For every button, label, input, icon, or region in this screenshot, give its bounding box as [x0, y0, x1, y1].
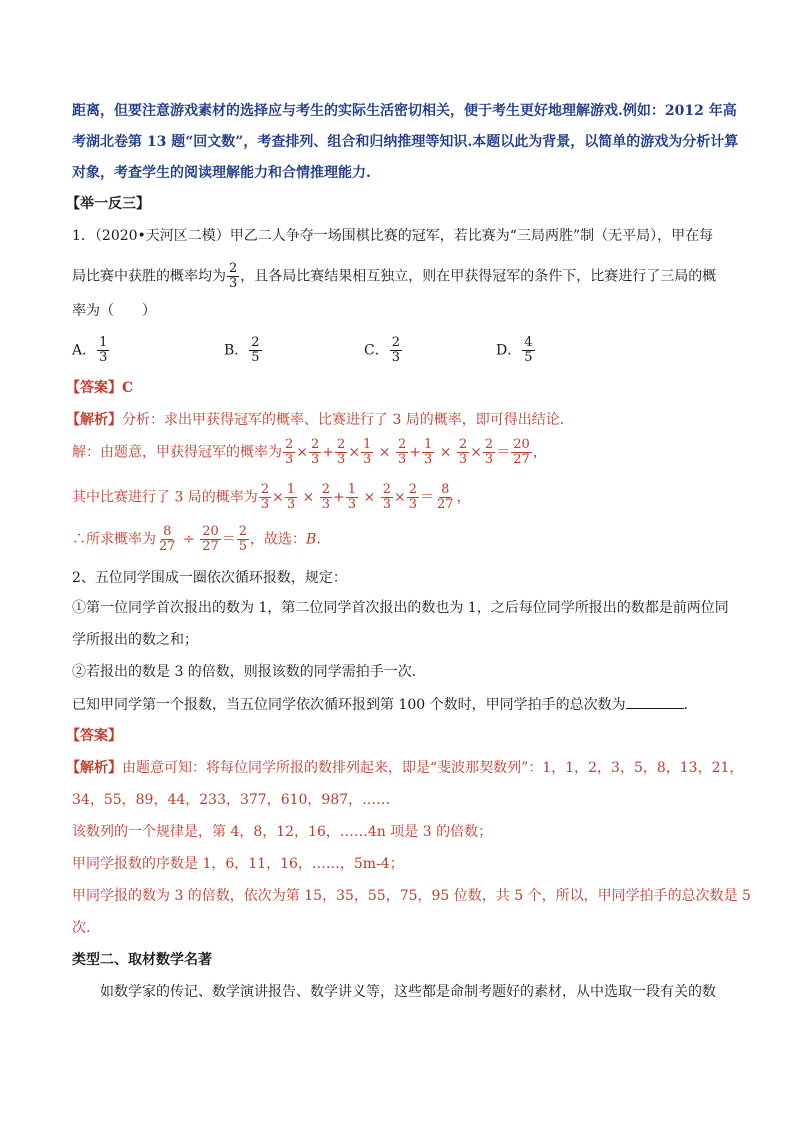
- answer-blank: [626, 694, 684, 709]
- q2-analysis-4: 甲同学报数的序数是 1，6，11，16，……，5m-4；: [72, 856, 404, 872]
- q1-line-3: 率为（ ）: [72, 303, 156, 319]
- q2-analysis-3: 该数列的一个规律是，第 4，8，12，16，……4n 项是 3 的倍数；: [72, 824, 493, 840]
- option-c: C． $\frac{2}{3}$: [364, 335, 400, 365]
- q1-answer: 【答案】C: [66, 380, 134, 396]
- intro-line-2: 考湖北卷第 13 题“回文数”，考查排列、组合和归纳推理等知识.本题以此为背景，以简单的游戏为分析计算: [72, 134, 739, 150]
- q2-line-2: ①第一位同学首次报出的数为 1，第二位同学首次报出的数也为 1，之后每位同学所报出的数都是前两位同: [72, 600, 729, 616]
- q1-line-2b: ，且各局比赛结果相互独立，则在甲获得冠军的条件下，比赛进行了三局的概: [240, 268, 717, 285]
- q1-solution-3: ∴所求概率为 $\frac{8}{27}$ ÷ $\frac{20}{27}$ ＝ $\frac{2}{5}$ ，故选：B.: [72, 524, 321, 554]
- q2-line-4: ②若报出的数是 3 的倍数，则报该数的同学需拍手一次.: [72, 664, 417, 680]
- q1-line-2: [72, 262, 716, 291]
- type2-line-1: 如数学家的传记、数学演讲报告、数学讲义等，这些都是命制考题好的素材，从中选取一段有关的数: [72, 984, 716, 1000]
- q1-line-2a: 局比赛中获胜的概率均为: [72, 268, 226, 285]
- q1-solution-1: 解：由题意，甲获得冠军的概率为 $\frac{2}{3}$ × $\frac{2}{3}$ + $\frac{2}{3}$ × $\frac{1}{3}$ × $\frac{2}{3}$ + $\frac{1}{3}$ × $\frac{2}{3}$ × $\frac{2}{3}$ ＝ $\frac{20}{27}$ ，: [72, 437, 547, 467]
- q2-line-3: 学所报出的数之和；: [72, 632, 198, 648]
- q1-analysis: 【解析】分析：求出甲获得冠军的概率、比赛进行了 3 局的概率，即可得出结论．: [66, 412, 574, 428]
- q1-line-1: 1．（2020•天河区二模）甲乙二人争夺一场围棋比赛的冠军，若比赛为“三局两胜”制（无平局），甲在每: [72, 228, 714, 244]
- q2-answer: 【答案】: [66, 728, 122, 744]
- option-d: D． $\frac{4}{5}$: [496, 335, 533, 365]
- intro-line-3: 对象，考查学生的阅读理解能力和合情推理能力.: [72, 165, 371, 181]
- type2-title: 类型二、取材数学名著: [72, 952, 212, 968]
- q2-analysis-1: 【解析】由题意可知：将每位同学所报的数排列起来，即是“斐波那契数列”：1，1，2，3，5，8，13，21，: [66, 760, 744, 776]
- option-b: B． $\frac{2}{5}$: [224, 335, 260, 365]
- q2-line-5: 已知甲同学第一个报数，当五位同学依次循环报到第 100 个数时，甲同学拍手的总次数为 .: [72, 694, 688, 715]
- q1-solution-2: 其中比赛进行了 3 局的概率为 $\frac{2}{3}$ × $\frac{1}{3}$ × $\frac{2}{3}$ + $\frac{1}{3}$ × $\frac{2}{3}$ × $\frac{2}{3}$ ＝ $\frac{8}{27}$ ，: [72, 482, 471, 512]
- q2-analysis-5: 甲同学报的数为 3 的倍数，依次为第 15，35，55，75，95 位数，共 5 个，所以，甲同学拍手的总次数是 5: [72, 888, 751, 904]
- intro-line-1: 距离，但要注意游戏素材的选择应与考生的实际生活密切相关，便于考生更好地理解游戏.例如：2012 年高: [72, 103, 737, 119]
- section-title: 【举一反三】: [66, 196, 150, 212]
- q1-prob-fraction: $\frac{2}{3}$: [229, 261, 238, 291]
- option-a: A． $\frac{1}{3}$: [72, 335, 108, 365]
- q2-analysis-6: 次.: [72, 920, 91, 936]
- q2-line-1: 2、五位同学围成一圈依次循环报数，规定：: [72, 570, 347, 586]
- q2-analysis-2: 34，55，89，44，233，377，610，987，……: [72, 792, 391, 808]
